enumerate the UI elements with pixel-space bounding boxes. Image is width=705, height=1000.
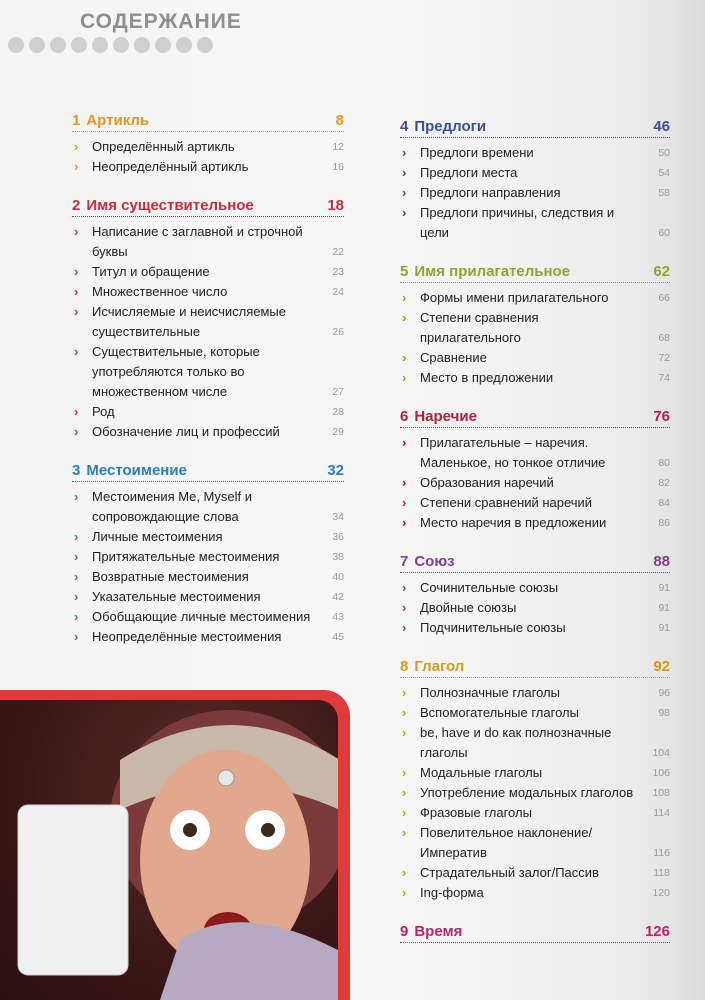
section-heading[interactable] [72, 197, 344, 217]
toc-entry-page: 22 [332, 246, 344, 258]
toc-entry-text: Степени сравнений наречий [420, 495, 593, 510]
toc-section-5 [400, 263, 670, 388]
toc-entry-page: 106 [652, 767, 670, 779]
section-title [72, 197, 254, 214]
toc-entry-page: 16 [332, 161, 344, 173]
toc-entry-text: Титул и обращение [92, 264, 210, 279]
fortune-teller-photo [0, 700, 338, 1000]
toc-entry[interactable] [400, 513, 670, 533]
section-title-text: Имя прилагательное [414, 263, 571, 280]
section-number: 3 [72, 462, 81, 479]
chevron-right-icon: › [74, 629, 79, 644]
toc-entry[interactable] [400, 783, 670, 803]
toc-section-1 [72, 112, 344, 177]
section-title [400, 553, 455, 570]
toc-entry-page: 74 [658, 372, 670, 384]
toc-entry-text: Страдательный залог/Пассив [420, 865, 599, 880]
section-title-text: Союз [414, 553, 455, 570]
chevron-right-icon: › [402, 185, 407, 200]
toc-entry-text: Личные местоимения [92, 529, 223, 544]
toc-entry[interactable] [72, 607, 344, 627]
toc-entry-text: Сочинительные союзы [420, 580, 559, 595]
toc-section-4 [400, 118, 670, 243]
chevron-right-icon: › [74, 344, 79, 359]
toc-entry[interactable] [400, 288, 670, 308]
toc-entry[interactable] [400, 163, 670, 183]
toc-entry[interactable] [400, 433, 670, 473]
chevron-right-icon: › [402, 310, 407, 325]
toc-entry-text: Множественное число [92, 284, 228, 299]
section-title-text: Имя существительное [86, 197, 254, 214]
toc-entry[interactable] [400, 493, 670, 513]
toc-entry-page: 82 [658, 477, 670, 489]
toc-section-9 [400, 923, 670, 943]
section-title [400, 408, 477, 425]
toc-entry[interactable] [400, 473, 670, 493]
toc-entry-page: 43 [332, 611, 344, 623]
section-title-text: Местоимение [86, 462, 187, 479]
toc-entry[interactable] [400, 578, 670, 598]
woman-illustration [0, 700, 338, 1000]
section-title [72, 112, 149, 129]
toc-entry[interactable] [400, 308, 670, 348]
section-page-number: 8 [335, 112, 344, 129]
toc-entry-text: Указательные местоимения [92, 589, 261, 604]
section-number: 5 [400, 263, 409, 280]
toc-entry-page: 98 [658, 707, 670, 719]
section-number: 8 [400, 658, 409, 675]
section-page-number: 126 [644, 923, 670, 940]
chevron-right-icon: › [74, 549, 79, 564]
toc-entry[interactable] [400, 823, 670, 863]
toc-entry[interactable] [400, 723, 670, 763]
section-number: 6 [400, 408, 409, 425]
chevron-right-icon: › [402, 825, 407, 840]
section-page-number: 62 [653, 263, 670, 280]
toc-entry[interactable] [72, 527, 344, 547]
toc-entry[interactable] [400, 368, 670, 388]
section-title-text: Артикль [86, 112, 150, 129]
page-title: СОДЕРЖАНИЕ [80, 10, 242, 33]
toc-section-3 [72, 462, 344, 647]
section-heading[interactable] [400, 923, 670, 943]
toc-entry-text: Местоимения Me, Myself и сопровождающие слова [92, 489, 252, 524]
toc-entry[interactable] [72, 402, 344, 422]
toc-entry[interactable] [72, 567, 344, 587]
toc-right-column [400, 118, 670, 963]
toc-entry-page: 23 [332, 266, 344, 278]
section-title [400, 118, 486, 135]
chevron-right-icon: › [74, 589, 79, 604]
toc-entry-page: 54 [658, 167, 670, 179]
toc-section-6 [400, 408, 670, 533]
section-number: 4 [400, 118, 409, 135]
toc-entry-text: Написание с заглавной и строчной буквы [92, 224, 303, 259]
section-heading[interactable] [400, 118, 670, 138]
toc-entry-page: 45 [332, 631, 344, 643]
decorative-dots [8, 37, 213, 53]
toc-entry-text: Неопределённый артикль [92, 159, 249, 174]
chevron-right-icon: › [402, 620, 407, 635]
dot [92, 37, 108, 53]
section-title-text: Глагол [414, 658, 465, 675]
toc-entry-text: Прилагательные – наречия. Маленькое, но тонкое отличие [420, 435, 606, 470]
toc-entry-page: 26 [332, 326, 344, 338]
toc-entry-page: 80 [658, 457, 670, 469]
section-number: 2 [72, 197, 81, 214]
toc-entry-page: 91 [658, 582, 670, 594]
dot [71, 37, 87, 53]
toc-entry-page: 36 [332, 531, 344, 543]
toc-entry-text: Род [92, 404, 115, 419]
toc-entry[interactable] [72, 137, 344, 157]
toc-entry-text: Возвратные местоимения [92, 569, 249, 584]
chevron-right-icon: › [74, 424, 79, 439]
toc-entry-page: 27 [332, 386, 344, 398]
toc-entry[interactable] [72, 547, 344, 567]
section-title [72, 462, 187, 479]
toc-entry-text: Определённый артикль [92, 139, 235, 154]
chevron-right-icon: › [74, 609, 79, 624]
toc-entry-page: 108 [652, 787, 670, 799]
chevron-right-icon: › [402, 290, 407, 305]
toc-entry[interactable] [72, 157, 344, 177]
toc-entry-text: Притяжательные местоимения [92, 549, 280, 564]
toc-entry-page: 116 [653, 847, 670, 859]
toc-entry-text: Вспомогательные глаголы [420, 705, 579, 720]
chevron-right-icon: › [74, 264, 79, 279]
chevron-right-icon: › [402, 600, 407, 615]
section-title [400, 658, 464, 675]
toc-entry-text: Обозначение лиц и профессий [92, 424, 280, 439]
chevron-right-icon: › [74, 404, 79, 419]
section-heading[interactable] [72, 462, 344, 482]
toc-entry-text: Ing-форма [420, 885, 484, 900]
chevron-right-icon: › [402, 495, 407, 510]
chevron-right-icon: › [74, 284, 79, 299]
toc-entry[interactable] [72, 222, 344, 262]
toc-entry-text: Формы имени прилагательного [420, 290, 609, 305]
toc-section-8 [400, 658, 670, 903]
toc-entry[interactable] [400, 683, 670, 703]
toc-entry-text: Предлоги направления [420, 185, 561, 200]
dot [176, 37, 192, 53]
toc-entry-page: 91 [658, 602, 670, 614]
toc-entry-text: be, have и do как полнозначные глаголы [420, 725, 612, 760]
section-page-number: 76 [653, 408, 670, 425]
dot [8, 37, 24, 53]
toc-entry[interactable] [400, 763, 670, 783]
section-heading[interactable] [400, 553, 670, 573]
toc-entry[interactable] [72, 282, 344, 302]
toc-entry[interactable] [72, 302, 344, 342]
toc-entry-text: Модальные глаголы [420, 765, 543, 780]
toc-section-2 [72, 197, 344, 442]
toc-entry[interactable] [400, 598, 670, 618]
chevron-right-icon: › [402, 725, 407, 740]
dot [155, 37, 171, 53]
chevron-right-icon: › [402, 435, 407, 450]
chevron-right-icon: › [74, 139, 79, 154]
chevron-right-icon: › [402, 865, 407, 880]
toc-entry-text: Исчисляемые и неисчисляемые существительные [92, 304, 287, 339]
toc-entry[interactable] [400, 618, 670, 638]
toc-entry[interactable] [400, 803, 670, 823]
section-number: 9 [400, 923, 409, 940]
chevron-right-icon: › [402, 685, 407, 700]
chevron-right-icon: › [402, 475, 407, 490]
toc-entry-page: 91 [658, 622, 670, 634]
chevron-right-icon: › [74, 569, 79, 584]
chevron-right-icon: › [402, 705, 407, 720]
dot [134, 37, 150, 53]
toc-entry-text: Предлоги причины, следствия и цели [420, 205, 615, 240]
toc-entry-page: 114 [653, 807, 670, 819]
chevron-right-icon: › [402, 205, 407, 220]
chevron-right-icon: › [402, 785, 407, 800]
toc-entry-page: 24 [332, 286, 344, 298]
toc-entry[interactable] [72, 262, 344, 282]
toc-entry-page: 60 [658, 227, 670, 239]
section-page-number: 46 [653, 118, 670, 135]
chevron-right-icon: › [402, 145, 407, 160]
chevron-right-icon: › [402, 805, 407, 820]
dot [197, 37, 213, 53]
chevron-right-icon: › [402, 350, 407, 365]
toc-entry[interactable] [400, 183, 670, 203]
toc-entry[interactable] [400, 348, 670, 368]
toc-entry-page: 38 [332, 551, 344, 563]
toc-left-column [72, 112, 344, 667]
toc-entry[interactable] [400, 863, 670, 883]
toc-entry-text: Существительные, которые употребляются только во множественном числе [92, 344, 260, 399]
chevron-right-icon: › [402, 515, 407, 530]
section-title-text: Предлоги [414, 118, 487, 135]
section-heading[interactable] [72, 112, 344, 132]
toc-entry-text: Двойные союзы [420, 600, 517, 615]
chevron-right-icon: › [74, 489, 79, 504]
section-title-text: Время [414, 923, 463, 940]
toc-entry-text: Обобщающие личные местоимения [92, 609, 311, 624]
dot [113, 37, 129, 53]
section-number: 7 [400, 553, 409, 570]
dot [50, 37, 66, 53]
toc-entry-text: Место наречия в предложении [420, 515, 607, 530]
toc-section-7 [400, 553, 670, 638]
toc-entry-text: Место в предложении [420, 370, 554, 385]
section-heading[interactable] [400, 658, 670, 678]
toc-entry-page: 42 [332, 591, 344, 603]
toc-entry-page: 58 [658, 187, 670, 199]
section-page-number: 18 [327, 197, 344, 214]
chevron-right-icon: › [402, 370, 407, 385]
chevron-right-icon: › [402, 580, 407, 595]
toc-entry[interactable] [72, 342, 344, 402]
toc-entry-page: 34 [332, 511, 344, 523]
toc-entry-page: 72 [658, 352, 670, 364]
chevron-right-icon: › [402, 885, 407, 900]
toc-entry-text: Повелительное наклонение/ Императив [420, 825, 593, 860]
chevron-right-icon: › [74, 224, 79, 239]
toc-entry-text: Образования наречий [420, 475, 554, 490]
chevron-right-icon: › [402, 765, 407, 780]
toc-entry-page: 66 [658, 292, 670, 304]
toc-entry-page: 29 [332, 426, 344, 438]
toc-entry[interactable] [400, 143, 670, 163]
toc-entry[interactable] [72, 587, 344, 607]
section-page-number: 32 [327, 462, 344, 479]
toc-entry-page: 40 [332, 571, 344, 583]
toc-entry-page: 96 [658, 687, 670, 699]
chevron-right-icon: › [74, 159, 79, 174]
toc-entry-text: Предлоги места [420, 165, 518, 180]
toc-entry[interactable] [400, 203, 670, 243]
section-title-text: Наречие [414, 408, 477, 425]
section-heading[interactable] [400, 408, 670, 428]
toc-entry-page: 86 [658, 517, 670, 529]
toc-entry-page: 104 [652, 747, 670, 759]
chevron-right-icon: › [74, 304, 79, 319]
section-number: 1 [72, 112, 81, 129]
section-title [400, 263, 570, 280]
chevron-right-icon: › [74, 529, 79, 544]
toc-entry-text: Степени сравнения прилагательного [420, 310, 539, 345]
chevron-right-icon: › [402, 165, 407, 180]
toc-entry-page: 118 [653, 867, 670, 879]
toc-entry-page: 28 [332, 406, 344, 418]
toc-entry-text: Неопределённые местоимения [92, 629, 282, 644]
toc-entry-text: Сравнение [420, 350, 487, 365]
dot [29, 37, 45, 53]
toc-entry-page: 68 [658, 332, 670, 344]
toc-entry-page: 120 [652, 887, 670, 899]
toc-entry-text: Употребление модальных глаголов [420, 785, 634, 800]
toc-entry[interactable] [400, 703, 670, 723]
toc-entry-page: 50 [658, 147, 670, 159]
toc-entry-page: 12 [332, 141, 344, 153]
section-title [400, 923, 462, 940]
section-heading[interactable] [400, 263, 670, 283]
toc-entry[interactable] [72, 487, 344, 527]
toc-entry-text: Предлоги времени [420, 145, 534, 160]
toc-entry-page: 84 [658, 497, 670, 509]
toc-entry[interactable] [72, 627, 344, 647]
toc-entry-text: Полнозначные глаголы [420, 685, 560, 700]
toc-entry-text: Подчинительные союзы [420, 620, 566, 635]
toc-entry[interactable] [72, 422, 344, 442]
toc-entry-text: Фразовые глаголы [420, 805, 532, 820]
section-page-number: 88 [653, 553, 670, 570]
toc-entry[interactable] [400, 883, 670, 903]
section-page-number: 92 [653, 658, 670, 675]
